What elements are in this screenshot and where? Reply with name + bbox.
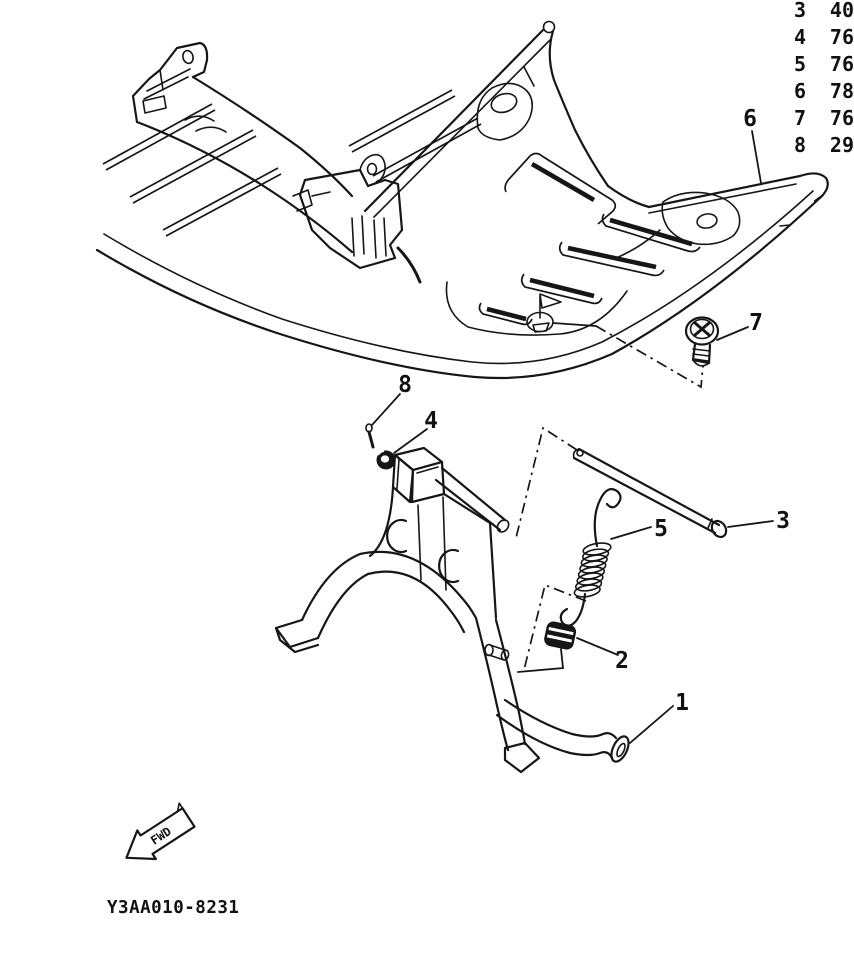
right-tip	[800, 173, 828, 201]
rear-boss-hole	[696, 212, 718, 229]
callout-5[interactable]: 5	[654, 516, 668, 542]
tread-slots-right	[522, 214, 700, 303]
leader-8	[372, 394, 400, 425]
table-qty: 76	[829, 106, 854, 130]
fwd-label: FWD	[148, 824, 174, 848]
table-qty: 76	[829, 25, 854, 49]
leader-2	[577, 638, 618, 655]
stand-left-foot	[276, 620, 318, 652]
bolt-threads	[693, 349, 710, 366]
stand-head-top	[395, 448, 442, 470]
apex-right-edge	[550, 31, 608, 186]
table-row[interactable]	[794, 0, 854, 22]
table-qty: 40	[829, 0, 854, 22]
callout-6[interactable]: 6	[743, 106, 757, 132]
flag-marker	[540, 294, 561, 318]
center-bracket-hole	[368, 164, 377, 175]
center-stand	[276, 448, 539, 772]
parts-table	[794, 0, 854, 157]
table-qty: 78	[829, 79, 854, 103]
table-ref: 7	[793, 106, 806, 130]
stand-head-left	[393, 455, 413, 502]
leader-1	[630, 706, 673, 743]
table-row[interactable]	[794, 25, 854, 49]
stopper-locator-line	[518, 649, 563, 672]
spring-coils	[573, 541, 611, 599]
tread-slots-left	[103, 90, 481, 236]
callout-3[interactable]: 3	[776, 508, 790, 534]
leader-3	[728, 521, 773, 527]
callout-8[interactable]: 8	[398, 372, 412, 398]
callout-4[interactable]: 4	[424, 408, 438, 434]
stand-right-foot	[505, 743, 539, 772]
table-qty: 76	[829, 52, 854, 76]
table-ref: 6	[793, 79, 806, 103]
nut	[377, 451, 396, 470]
leader-5	[611, 527, 651, 539]
leader-7	[717, 327, 748, 340]
front-mount-bracket	[133, 43, 207, 122]
callout-2[interactable]: 2	[615, 648, 629, 674]
footboard	[97, 22, 828, 379]
table-ref: 8	[793, 133, 806, 157]
table-qty: 29	[829, 133, 854, 157]
stand-pivot-arm	[436, 468, 505, 530]
bottom-edge-outer	[97, 196, 822, 378]
bracket-hole	[181, 49, 194, 64]
lever-end-cap	[608, 734, 632, 764]
leader-6	[752, 131, 761, 183]
table-row[interactable]	[794, 79, 854, 103]
bracket-prongs	[352, 216, 386, 258]
table-ref: 5	[793, 52, 806, 76]
fwd-arrow-icon	[117, 803, 198, 872]
leader-lines	[372, 131, 773, 743]
table-row[interactable]	[794, 106, 854, 130]
clip-pin	[366, 424, 373, 447]
rubber-stopper	[518, 620, 577, 672]
callout-1[interactable]: 1	[675, 690, 689, 716]
stand-arch-inner	[318, 572, 464, 638]
footboard-rim-outer	[365, 30, 543, 211]
front-boss-hole	[489, 90, 519, 115]
diagram-code: Y3AA010-8231	[107, 898, 240, 918]
pivot-arm-hole	[495, 518, 511, 534]
pivot-rod	[574, 449, 729, 540]
bolt	[686, 318, 718, 366]
table-ref: 4	[793, 25, 806, 49]
table-row[interactable]	[794, 133, 854, 157]
rod-alignment-line	[516, 428, 577, 538]
return-spring	[561, 489, 621, 626]
c-cutout-1	[387, 520, 406, 552]
phillips-cross-icon	[695, 323, 709, 335]
table-ref: 3	[793, 0, 806, 22]
callout-7[interactable]: 7	[749, 310, 763, 336]
table-row[interactable]	[794, 52, 854, 76]
tread-slot-center	[505, 154, 615, 225]
